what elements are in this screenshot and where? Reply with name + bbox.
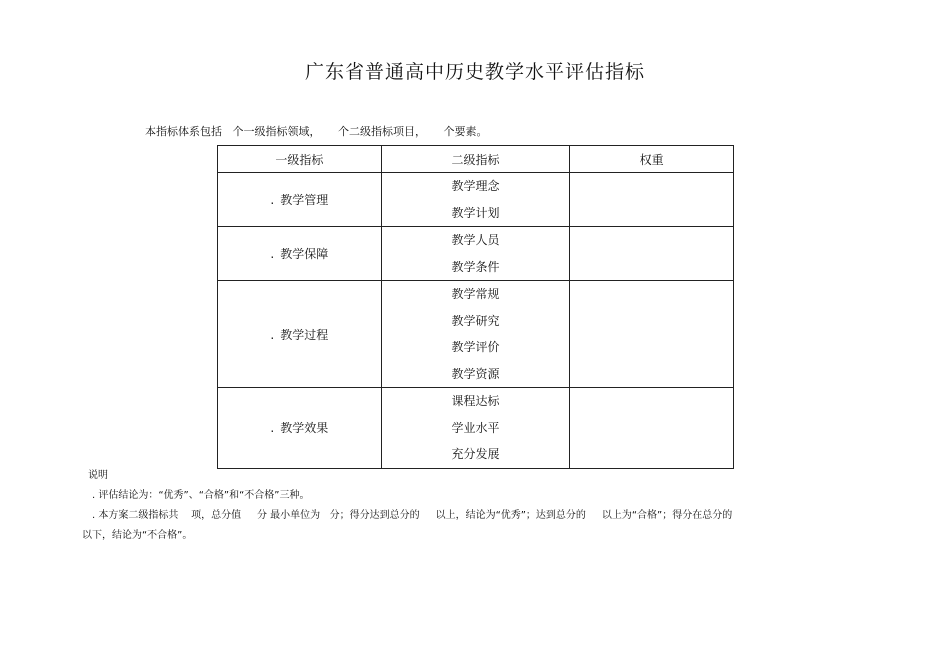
level2-cell [381, 281, 570, 388]
note-line: . 评估结论为：“优秀”、“合格”和“不合格”三种。 [92, 490, 310, 501]
weight-cell [570, 388, 734, 469]
level2-item: 教学人员 [451, 233, 500, 247]
level1-label: 教学管理 [280, 193, 329, 207]
table-row [218, 173, 734, 227]
level1-label: 教学保障 [280, 247, 329, 261]
level2-item: 教学评价 [451, 340, 500, 354]
table-row [218, 227, 734, 281]
item-marker: . [270, 421, 275, 436]
level2-item: 教学计划 [451, 205, 500, 220]
level2-item: 教学理念 [451, 179, 500, 193]
weight-cell [570, 173, 734, 227]
indicator-table [217, 145, 734, 469]
table-row [218, 388, 734, 469]
item-marker: . [270, 247, 275, 261]
notes-section [82, 466, 890, 546]
note-line: 以下，结论为“不合格”。 [82, 530, 193, 541]
table-row [218, 281, 734, 388]
level1-label: 教学效果 [280, 421, 329, 436]
notes-heading: 说明 [88, 470, 108, 481]
weight-cell [570, 227, 734, 281]
level1-cell [218, 388, 382, 469]
header-level1: 一级指标 [218, 146, 382, 173]
level1-cell [218, 173, 382, 227]
intro-text: 本指标体系包括 个一级指标领域， 个二级指标项目， 个要素。 [145, 125, 488, 138]
level2-item: 教学资源 [451, 366, 500, 381]
level2-item: 教学研究 [451, 313, 500, 328]
level2-cell [381, 227, 570, 281]
page-title: 广东省普通高中历史教学水平评估指标 [304, 61, 645, 83]
weight-cell [570, 281, 734, 388]
level2-cell [381, 173, 570, 227]
header-weight: 权重 [570, 146, 734, 173]
level1-cell [218, 281, 382, 388]
level2-item: 教学常规 [451, 287, 500, 301]
item-marker: . [270, 193, 275, 207]
level2-item: 教学条件 [451, 259, 500, 274]
level2-item: 充分发展 [451, 447, 500, 461]
level2-cell [381, 388, 570, 469]
header-level2: 二级指标 [381, 146, 570, 173]
item-marker: . [270, 327, 275, 342]
level1-label: 教学过程 [280, 327, 329, 342]
level1-cell [218, 227, 382, 281]
note-line: . 本方案二级指标共 项，总分值 分 最小单位为 分；得分达到总分的 以上，结论为“优秀”；达到总分的 以上为“合格”；得分在总分的 [92, 510, 733, 521]
level2-item: 学业水平 [451, 420, 500, 435]
level2-item: 课程达标 [451, 394, 500, 408]
table-header-row [218, 146, 734, 173]
